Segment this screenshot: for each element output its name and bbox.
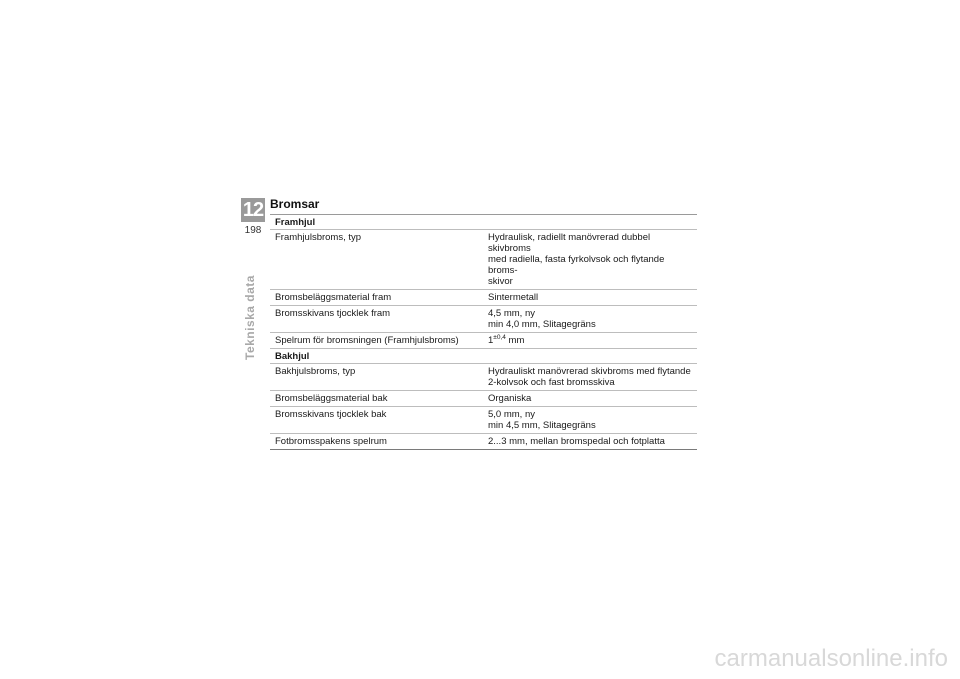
row-value bbox=[488, 335, 697, 346]
table-row bbox=[270, 434, 697, 450]
row-label: Bromsskivans tjocklek bak bbox=[275, 409, 387, 420]
row-label: Fotbromsspakens spelrum bbox=[275, 436, 387, 447]
table-row bbox=[270, 290, 697, 306]
row-label: Bakhjulsbroms, typ bbox=[275, 366, 356, 377]
row-value bbox=[488, 393, 697, 404]
value-line: med radiella, fasta fyrkolvsok och flytande broms- bbox=[488, 254, 665, 276]
row-label: Bromsbeläggsmaterial bak bbox=[275, 393, 388, 404]
page-number: 198 bbox=[244, 225, 262, 236]
value-line: min 4,0 mm, Slitagegräns bbox=[488, 319, 596, 330]
value-line: 2-kolvsok och fast bromsskiva bbox=[488, 377, 615, 388]
row-value bbox=[488, 308, 697, 330]
value-line: 5,0 mm, ny bbox=[488, 409, 535, 420]
row-value bbox=[488, 409, 697, 431]
value-line: Organiska bbox=[488, 393, 532, 404]
chapter-number: 12 bbox=[242, 199, 264, 221]
value-line: 4,5 mm, ny bbox=[488, 308, 535, 319]
row-value bbox=[488, 366, 697, 388]
watermark-brand[interactable]: carmanualsonline.info bbox=[714, 645, 948, 672]
chapter-side-label: Tekniska data bbox=[243, 275, 257, 360]
row-label: Spelrum för bromsningen (Framhjulsbroms) bbox=[275, 335, 459, 346]
page-title: Bromsar bbox=[270, 197, 320, 211]
table-row bbox=[270, 230, 697, 290]
row-value bbox=[488, 436, 697, 447]
brake-spec-table bbox=[270, 214, 697, 450]
table-row bbox=[270, 364, 697, 391]
value-line: 2...3 mm, mellan bromspedal och fotplatta bbox=[488, 436, 665, 447]
table-row bbox=[270, 306, 697, 333]
value-line: Sintermetall bbox=[488, 292, 539, 303]
table-row bbox=[270, 407, 697, 434]
value-base: 1 bbox=[488, 335, 494, 346]
row-value bbox=[488, 292, 697, 303]
section-heading-rear: Bakhjul bbox=[270, 349, 697, 364]
table-row bbox=[270, 333, 697, 349]
value-unit: mm bbox=[505, 335, 525, 346]
value-line: Hydraulisk, radiellt manövrerad dubbel skivbroms bbox=[488, 232, 651, 254]
table-row bbox=[270, 391, 697, 407]
row-label: Bromsskivans tjocklek fram bbox=[275, 308, 391, 319]
row-label: Bromsbeläggsmaterial fram bbox=[275, 292, 392, 303]
row-value bbox=[488, 232, 697, 287]
value-line: min 4,5 mm, Slitagegräns bbox=[488, 420, 596, 431]
value-line: Hydrauliskt manövrerad skivbroms med flytande bbox=[488, 366, 691, 377]
value-tolerance: ±0,4 bbox=[493, 334, 506, 341]
chapter-tab bbox=[241, 198, 265, 240]
section-heading-front: Framhjul bbox=[270, 215, 697, 230]
row-label: Framhjulsbroms, typ bbox=[275, 232, 362, 243]
value-line: skivor bbox=[488, 276, 513, 287]
